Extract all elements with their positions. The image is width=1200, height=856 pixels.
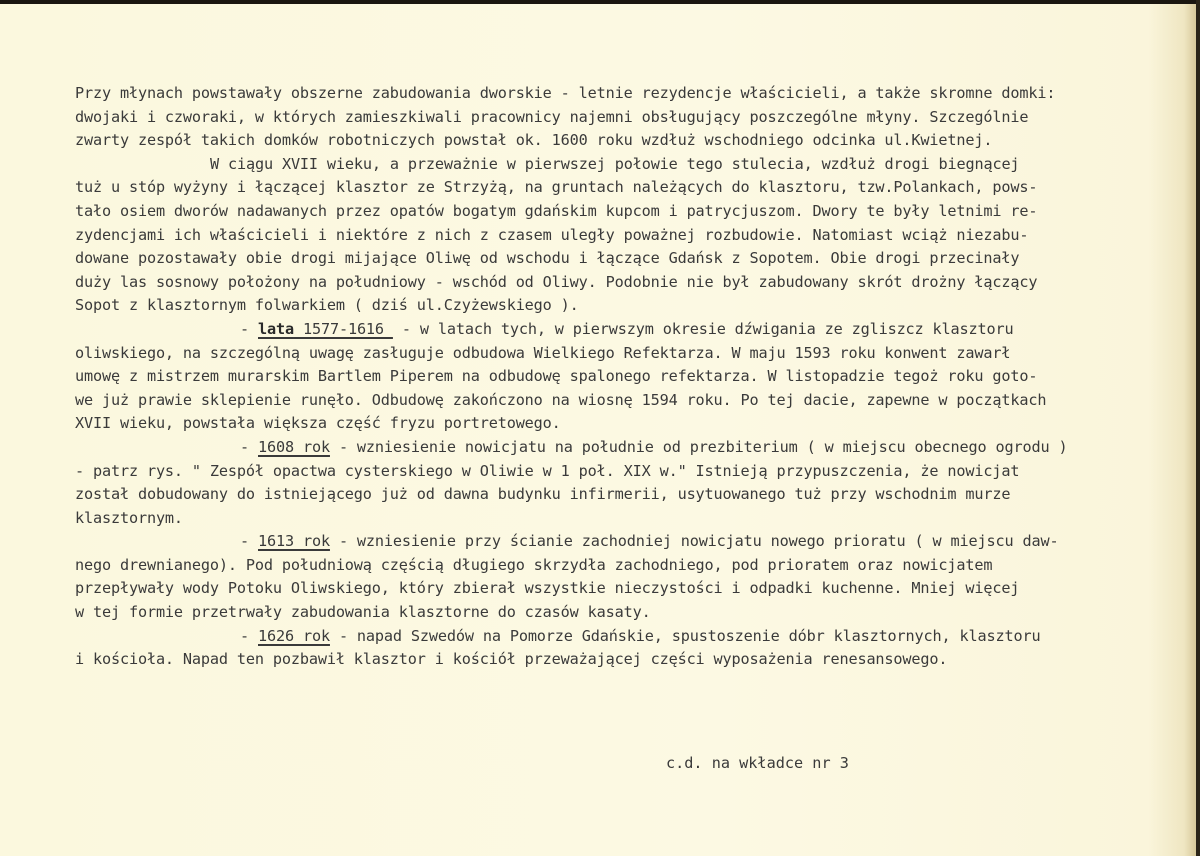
text-line: nego drewnianego). Pod południową częścią długiego skrzydła zachodniego, pod prioratem oraz nowicjatem [75,555,993,574]
entry-heading-line [75,530,1195,554]
entry-date: 1608 rok [258,437,330,456]
text-line: w tej formie przetrwały zabudowania klasztorne do czasów kasaty. [75,603,651,622]
text-line: tało osiem dworów nadawanych przez opatów bogatym gdańskim kupcom i patrycjuszom. Dwory te były letnimi re- [75,201,1038,220]
typewritten-page [0,4,1196,856]
entry-date: 1626 rok [258,626,330,645]
entry-dash: - [240,437,258,456]
text-line: tuż u stóp wyżyny i łączącej klasztor ze Strzyżą, na gruntach należących do klasztoru, tzw.Polankach, pows- [75,178,1038,197]
entry-dash: - [240,626,258,645]
entry-text: - wzniesienie przy ścianie zachodniej nowicjatu nowego prioratu ( w miejscu daw- [329,532,1059,551]
text-line: oliwskiego, na szczególną uwagę zasługuje odbudowa Wielkiego Refektarza. W maju 1593 roku konwent zawarł [75,343,1011,362]
entry-dash: - [240,532,258,551]
entry-heading-line [75,318,1195,342]
paragraph-first-line: W ciągu XVII wieku, a przeważnie w pierwszej połowie tego stulecia, wzdłuż drogi biegnącej [210,154,1020,173]
text-line: - patrz rys. " Zespół opactwa cysterskiego w Oliwie w 1 poł. XIX w." Istnieją przypuszczenia, że nowicjat [75,461,1020,480]
entry-heading-line [75,625,1195,649]
text-line: we już prawie sklepienie runęło. Odbudowę zakończono na wiosnę 1594 roku. Po tej dacie, zapewne w początkach [75,390,1047,409]
scan-right-edge [1196,0,1200,856]
text-line: zwarty zespół takich domków robotniczych powstał ok. 1600 roku wzdłuż wschodniego odcinka ul.Kwietnej. [75,131,993,150]
text-line: i kościoła. Napad ten pozbawił klasztor i kościół przeważającej części wyposażenia renesansowego. [75,650,948,669]
entry-text: - wzniesienie nowicjatu na południe od prezbiterium ( w miejscu obecnego ogrodu ) [329,437,1068,456]
entry-text: - napad Szwedów na Pomorze Gdańskie, spustoszenie dóbr klasztornych, klasztoru [329,626,1041,645]
text-line: dwojaki i czworaki, w których zamieszkiwali pracownicy najemni obsługujący poszczególne młyny. Szczególnie [75,107,1029,126]
text-line: Sopot z klasztornym folwarkiem ( dziś ul.Czyżewskiego ). [75,296,579,315]
text-line: zydencjami ich właścicieli i niektóre z nich z czasem uległy poważnej rozbudowie. Natomiast wciąż niezabu- [75,225,1029,244]
entry-heading-line [75,436,1195,460]
entry-date: 1613 rok [258,532,330,551]
continuation-note: c.d. na wkładce nr 3 [666,754,849,772]
entry-dash: - [240,319,258,338]
text-line: Przy młynach powstawały obszerne zabudowania dworskie - letnie rezydencje właścicieli, a także skromne domki: [75,84,1056,102]
text-line: XVII wieku, powstała większa część fryzu portretowego. [75,414,561,433]
entry-label-bold: lata [258,319,294,338]
text-line: duży las sosnowy położony na południowy - wschód od Oliwy. Podobnie nie był zabudowany skrót drożny łączący [75,272,1038,291]
document-body [75,82,1195,672]
entry-text: - w latach tych, w pierwszym okresie dźwigania ze zgliszcz klasztoru [392,319,1014,338]
entry-date: 1577-1616 [293,319,393,338]
text-line: umowę z mistrzem murarskim Bartlem Piperem na odbudowę spalonego refektarza. W listopadzie tegoż roku goto- [75,367,1038,386]
text-line: klasztornym. [75,508,183,527]
text-line: przepływały wody Potoku Oliwskiego, który zbierał wszystkie nieczystości i odpadki kuchenne. Mniej więcej [75,579,1020,598]
text-line: dowane pozostawały obie drogi mijające Oliwę od wschodu i łączące Gdańsk z Sopotem. Obie drogi przecinały [75,249,1020,268]
text-line: został dobudowany do istniejącego już od dawna budynku infirmerii, usytuowanego tuż przy wschodnim murze [75,485,1011,504]
